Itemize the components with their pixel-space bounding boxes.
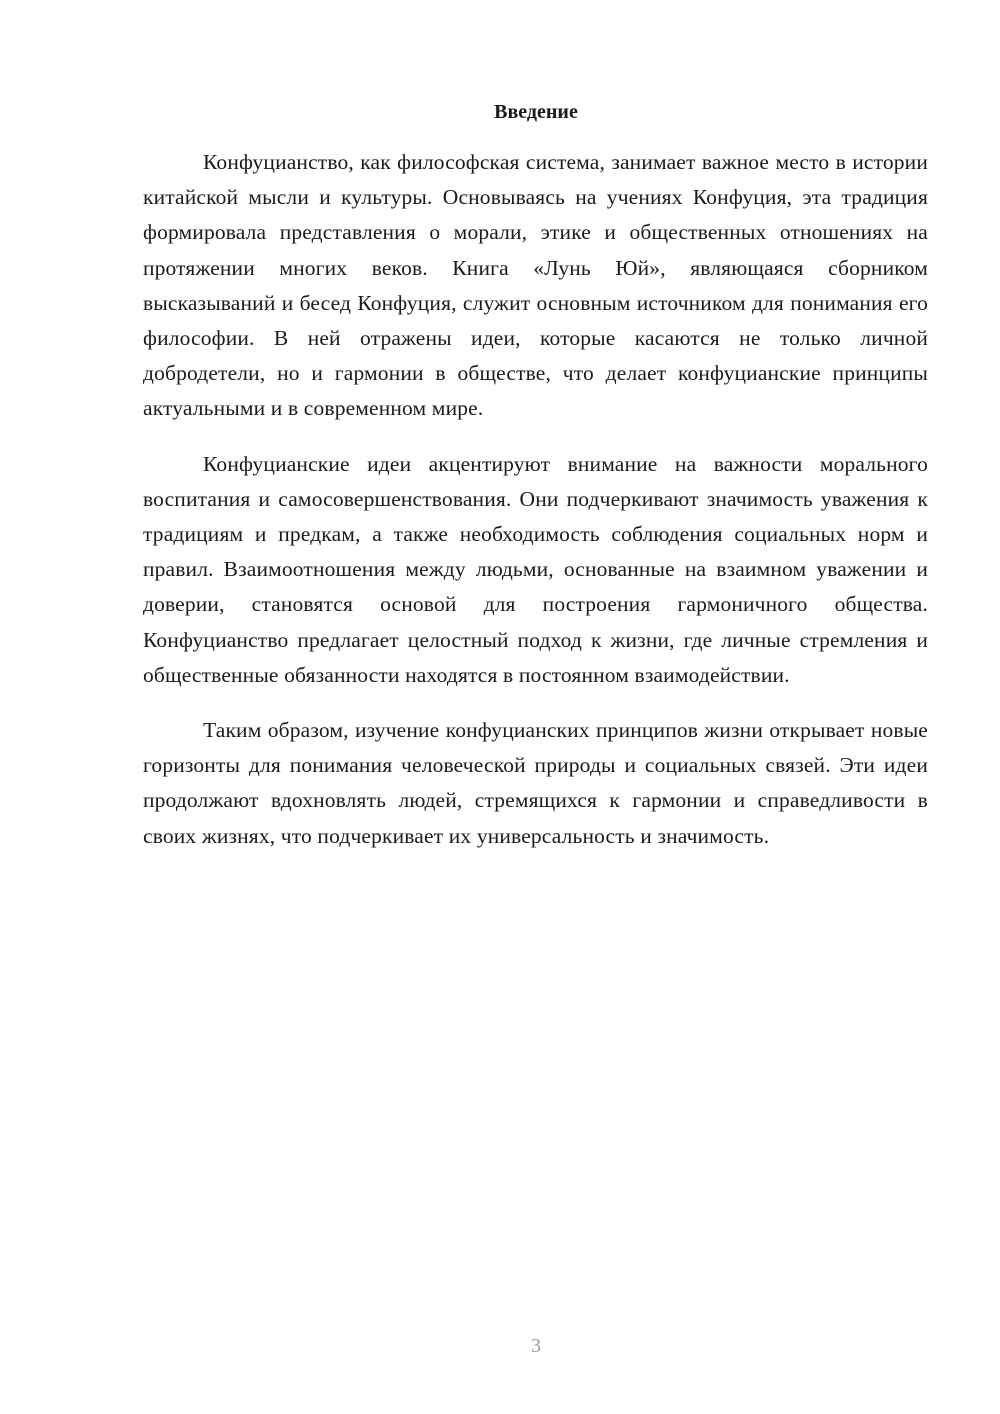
paragraph-3: Таким образом, изучение конфуцианских принципов жизни открывает новые горизонты для понимания человеческой природы и социальных связей. Эти идеи продолжают вдохновлять людей, стремящихся к гармонии и справедливости в своих жизнях, что подчеркивает их универсальность и значимость. (143, 718, 928, 848)
paragraph-1: Конфуцианство, как философская система, занимает важное место в истории китайской мысли и культуры. Основываясь на учениях Конфуция, эта традиция формировала представления о морали, этике и общественных отношениях на протяжении многих веков. Книга «Лунь Юй», являющаяся сборником высказываний и бесед Конфуция, служит основным источником для понимания его философии. В ней отражены идеи, которые касаются не только личной добродетели, но и гармонии в обществе, что делает конфуцианские принципы актуальными и в современном мире. (143, 150, 928, 421)
body-text (143, 145, 928, 874)
paragraph-2: Конфуцианские идеи акцентируют внимание на важности морального воспитания и самосовершенствования. Они подчеркивают значимость уважения к традициям и предкам, а также необходимость соблюдения социальных норм и правил. Взаимоотношения между людьми, основанные на взаимном уважении и доверии, становятся основой для построения гармоничного общества. Конфуцианство предлагает целостный подход к жизни, где личные стремления и общественные обязанности находятся в постоянном взаимодействии. (143, 451, 928, 687)
section-heading: Введение (494, 101, 578, 123)
page-number: 3 (531, 1335, 541, 1357)
